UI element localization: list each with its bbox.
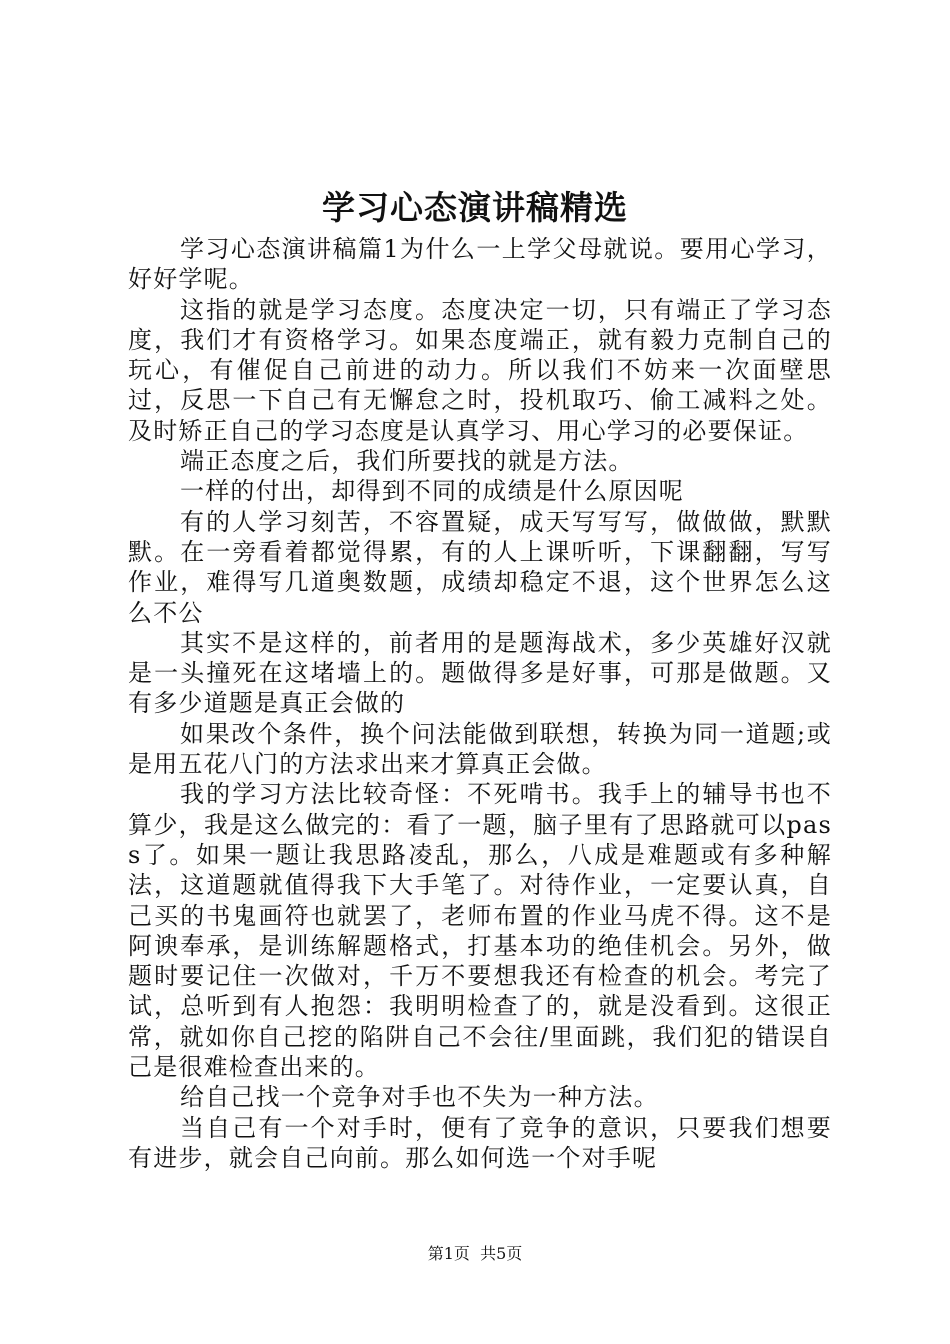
paragraph: 端正态度之后，我们所要找的就是方法。 — [180, 447, 634, 476]
paragraph: 学习心态演讲稿篇1为什么一上学父母就说。要用心学习，好好学呢。 — [128, 235, 832, 294]
page-total: 共5页 — [480, 1244, 523, 1263]
paragraph: 当自己有一个对手时，便有了竞争的意识，只要我们想要有进步，就会自己向前。那么如何选一个对手呢 — [128, 1113, 832, 1172]
paragraph: 这指的就是学习态度。态度决定一切，只有端正了学习态度，我们才有资格学习。如果态度端正，就有毅力克制自己的玩心，有催促自己前进的动力。所以我们不妨来一次面壁思过，反思一下自己有无懈怠之时，投机取巧、偷工减料之处。及时矫正自己的学习态度是认真学习、用心学习的必要保证。 — [128, 295, 832, 445]
paragraph: 一样的付出，却得到不同的成绩是什么原因呢 — [180, 477, 684, 506]
page-title: 学习心态演讲稿精选 — [322, 188, 628, 227]
paragraph: 有的人学习刻苦，不容置疑，成天写写写，做做做，默默默。在一旁看着都觉得累，有的人上课听听，下课翻翻，写写作业，难得写几道奥数题，成绩却稳定不退，这个世界怎么这么不公 — [128, 507, 832, 627]
paragraph: 如果改个条件，换个问法能做到联想，转换为同一道题;或是用五花八门的方法求出来才算真正会做。 — [128, 719, 832, 779]
paragraph: 其实不是这样的，前者用的是题海战术，多少英雄好汉就是一头撞死在这堵墙上的。题做得多是好事，可那是做题。又有多少道题是真正会做的 — [128, 628, 832, 718]
page-number: 第1页 — [427, 1244, 470, 1263]
paragraph: 给自己找一个竞争对手也不失为一种方法。 — [180, 1083, 659, 1112]
page-footer — [0, 1242, 950, 1266]
document-body — [128, 234, 832, 1173]
paragraph: 我的学习方法比较奇怪：不死啃书。我手上的辅导书也不算少，我是这么做完的：看了一题，脑子里有了思路就可以pass了。如果一题让我思路凌乱，那么，八成是难题或有多种解法，这道题就值得我下大手笔了。对待作业，一定要认真，自己买的书鬼画符也就罢了，老师布置的作业马虎不得。这不是阿谀奉承，是训练解题格式，打基本功的绝佳机会。另外，做题时要记住一次做对，千万不要想我还有检查的机会。考完了试，总听到有人抱怨：我明明检查了的，就是没看到。这很正常，就如你自己挖的陷阱自己不会往/里面跳，我们犯的错误自己是很难检查出来的。 — [128, 780, 832, 1082]
